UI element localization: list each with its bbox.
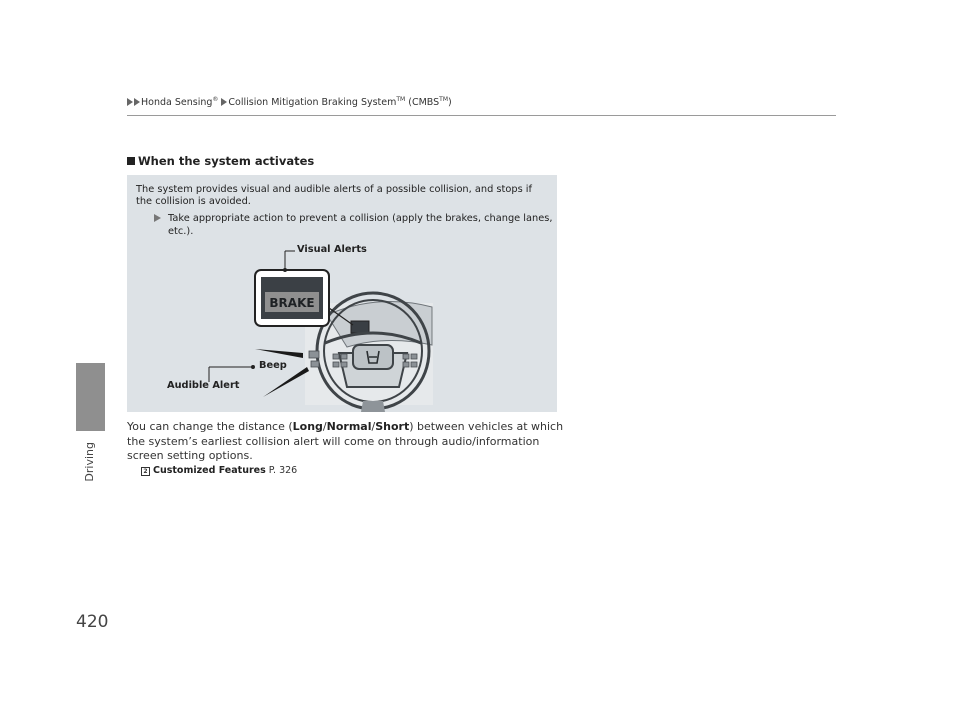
- body-paragraph: You can change the distance (Long/Normal/Short) between vehicles at which the system’s earliest collision alert will come on through audio/information screen setting options.: [127, 420, 564, 462]
- xref-page: P. 326: [268, 465, 298, 476]
- figure-bullet: Take appropriate action to prevent a collision (apply the brakes, change lanes, etc.).: [154, 212, 558, 238]
- audible-alert-label: Audible Alert: [167, 380, 240, 391]
- square-bullet-icon: [127, 157, 135, 165]
- chapter-label: Driving: [83, 442, 96, 482]
- chapter-tab: [76, 363, 105, 431]
- dashboard-illustration: [127, 175, 557, 412]
- breadcrumb: Honda Sensing® Collision Mitigation Braking System™ (CMBS™): [127, 96, 452, 108]
- triangle-right-icon: [127, 98, 133, 106]
- beep-label: Beep: [259, 360, 287, 371]
- triangle-right-icon: [221, 98, 227, 106]
- option-short: Short: [375, 420, 410, 433]
- xref-label: Customized Features: [153, 465, 266, 476]
- triangle-right-icon: [134, 98, 140, 106]
- figure-description: The system provides visual and audible alerts of a possible collision, and stops if the collision is avoided.: [136, 184, 532, 207]
- alert-figure: [127, 175, 557, 412]
- header-rule: [127, 115, 836, 116]
- breadcrumb-cmbs: Collision Mitigation Braking System: [228, 97, 397, 109]
- breadcrumb-honda-sensing: Honda Sensing: [141, 97, 213, 109]
- cross-reference-icon: 2: [141, 467, 150, 476]
- page-number: 420: [76, 612, 109, 632]
- cross-reference-link[interactable]: [141, 465, 297, 476]
- brake-indicator-text: BRAKE: [269, 296, 315, 310]
- option-long: Long: [292, 420, 323, 433]
- section-heading: When the system activates: [127, 154, 314, 168]
- option-normal: Normal: [326, 420, 372, 433]
- visual-alerts-label: Visual Alerts: [297, 244, 367, 255]
